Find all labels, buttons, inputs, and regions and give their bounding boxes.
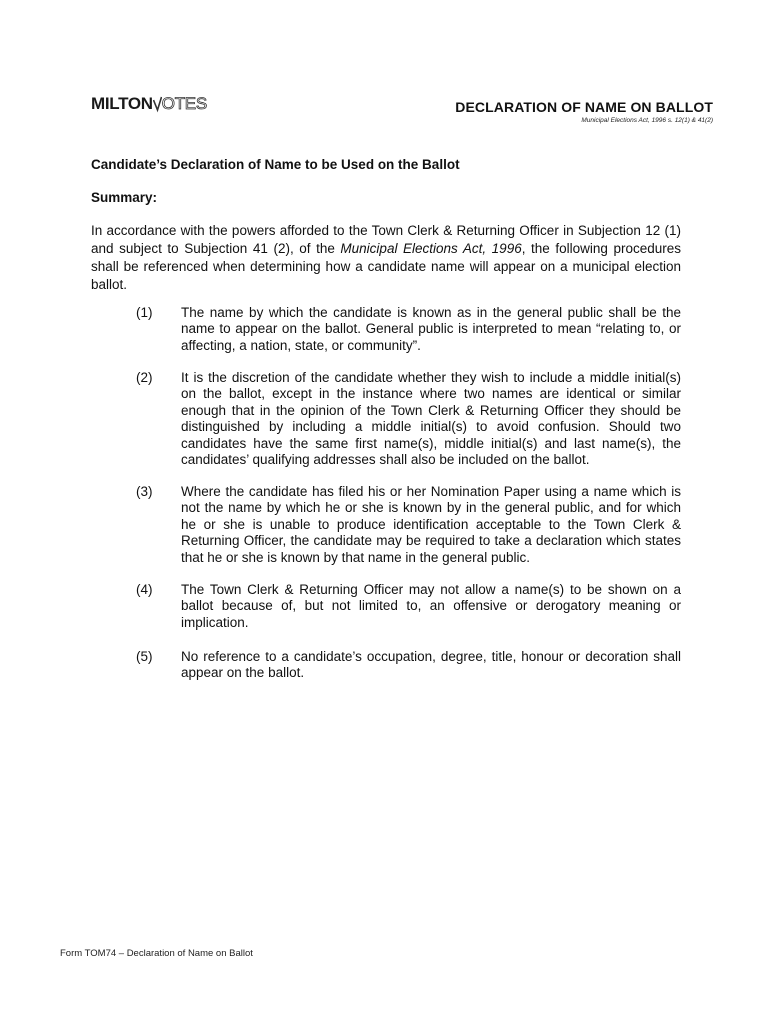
item-text: No reference to a candidate’s occupation, degree, title, honour or decoration shall appear on the ballot. [181,649,681,681]
item-text: The name by which the candidate is known as in the general public shall be the name to appear on the ballot. General public is interpreted to mean “relating to, or affecting, a nation, state, or community”. [181,305,681,353]
intro-act-name: Municipal Elections Act, 1996 [340,241,522,256]
list-item [91,649,681,682]
logo-text-votes: OTES [161,94,207,113]
intro-text-1: In accordance with the powers afforded to the Town Clerk & Returning Officer in Subjection 12 (1) and subject to Subjection 41 (2), of the [91,223,681,256]
item-number: (1) [136,305,153,320]
checkmark-v-icon [153,94,162,114]
summary-label: Summary: [91,190,158,205]
item-number: (3) [136,484,153,499]
item-text: The Town Clerk & Returning Officer may not allow a name(s) to be shown on a ballot because of, but not limited to, an offensive or derogatory meaning or implication. [181,582,681,630]
list-item [91,370,681,468]
section-heading: Candidate’s Declaration of Name to be Used on the Ballot [91,157,460,172]
list-item [91,484,681,566]
item-number: (4) [136,582,153,597]
document-title: DECLARATION OF NAME ON BALLOT [455,99,713,115]
list-item [91,582,681,631]
item-number: (2) [136,370,153,385]
item-text: Where the candidate has filed his or her Nomination Paper using a name which is not the name by which he or she is known by in the general public, and for which he or she is unable to produce identification acceptable to the Town Clerk & Returning Officer, the candidate may be required to take a declaration which states that he or she is known by that name in the general public. [181,484,681,565]
legislation-reference: Municipal Elections Act, 1996 s. 12(1) & 41(2) [581,117,713,124]
item-number: (5) [136,649,153,664]
logo-text-milton: MILTON [91,94,153,113]
form-footer: Form TOM74 – Declaration of Name on Ballot [60,948,253,959]
intro-text-2: , the following procedures shall be referenced when determining how a candidate name will appear on a municipal election ballot. [91,241,682,292]
intro-paragraph [91,222,681,294]
item-text: It is the discretion of the candidate whether they wish to include a middle initial(s) on the ballot, except in the instance where two names are identical or similar enough that in the opinion of the Town Clerk & Returning Officer they should be distinguished by including a middle initial(s) to avoid confusion. Should two candidates have the same first name(s), middle initial(s) and last name(s), the candidates’ qualifying addresses shall also be included on the ballot. [181,370,681,468]
milton-votes-logo [91,94,207,114]
list-item [91,305,681,354]
